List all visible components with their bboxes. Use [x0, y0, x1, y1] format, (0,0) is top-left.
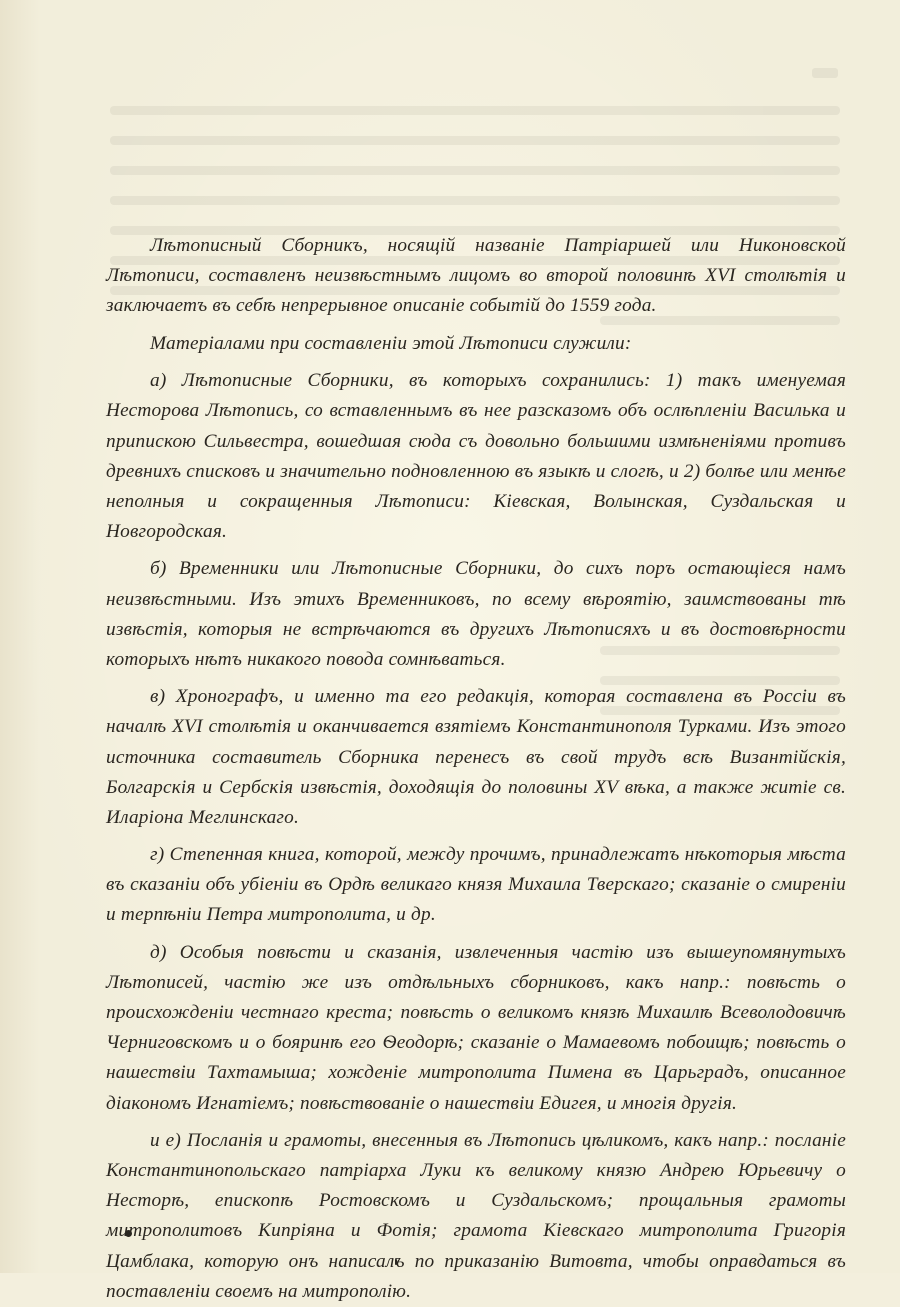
paragraph-intro: Лѣтописный Сборникъ, носящій названіе Патріаршей или Никоновской Лѣтописи, составленъ неизвѣстнымъ лицомъ во второй половинѣ XVI столѣтія и заключаетъ въ себѣ непрерывное описаніе событій до 1559 года.	[106, 235, 846, 317]
paragraph-materials-heading: Матеріалами при составленіи этой Лѣтописи служили:	[150, 332, 632, 354]
paragraph-item-a: а) Лѣтописные Сборники, въ которыхъ сохранились: 1) такъ именуемая Несторова Лѣтопись, со вставленнымъ въ нее разсказомъ объ ослѣпленіи Василька и припискою Сильвестра, вошедшая сюда съ довольно большими измѣненіями противъ древнихъ списковъ и значительно подновленною въ языкѣ и слогѣ, и 2) болѣе или менѣе неполныя и сокращенныя Лѣтописи: Кіевская, Волынская, Суздальская и Новгородская.	[106, 370, 846, 542]
paragraph-item-d: д) Особыя повѣсти и сказанія, извлеченныя частію изъ вышеупомянутыхъ Лѣтописей, частію же изъ отдѣльныхъ сборниковъ, какъ напр.: повѣсть о происхожденіи честнаго креста; повѣсть о великомъ князѣ Михаилѣ Всеволодовичѣ Черниговскомъ и о бояринѣ его Ѳеодорѣ; сказаніе о Мамаевомъ побоищѣ; повѣсть о нашествіи Тахтамыша; хожденіе митрополита Пимена въ Царьградъ, описанное діакономъ Игнатіемъ; повѣствованіе о нашествіи Едигея, и многія другія.	[106, 942, 846, 1114]
paragraph-item-b: б) Временники или Лѣтописные Сборники, до сихъ поръ остающіеся намъ неизвѣстными. Изъ этихъ Временниковъ, по всему вѣроятію, заимствованы тѣ извѣстія, которыя не встрѣчаются въ другихъ Лѣтописяхъ и въ достовѣрности которыхъ нѣтъ никакого повода сомнѣваться.	[106, 558, 846, 670]
paragraph-item-g: г) Степенная книга, которой, между прочимъ, принадлежатъ нѣкоторыя мѣста въ сказаніи объ убіеніи въ Ордѣ великаго князя Михаила Тверскаго; сказаніе о смиреніи и терпѣніи Петра митрополита, и др.	[106, 844, 846, 926]
paragraph-item-e: и е) Посланія и грамоты, внесенныя въ Лѣтопись цѣликомъ, какъ напр.: посланіе Константинопольскаго патріарха Луки къ великому князю Андрею Юрьевичу о Несторѣ, епископѣ Ростовскомъ и Суздальскомъ; прощальныя грамоты митрополитовъ Кипріяна и Фотія; грамота Кіевскаго митрополита Григорія Цамблака, которую онъ написалъ по приказанію Витовта, чтобы оправдаться въ поставленіи своемъ на митрополію.	[106, 1130, 846, 1302]
document-body	[106, 231, 846, 1307]
paragraph-item-v: в) Хронографъ, и именно та его редакція, которая составлена въ Россіи въ началѣ XVI столѣтія и оканчивается взятіемъ Константинополя Турками. Изъ этого источника составитель Сборника перенесъ въ свой трудъ всѣ Византійскія, Болгарскія и Сербскія извѣстія, доходящія до половины XV вѣка, а также житіе св. Иларіона Меглинскаго.	[106, 686, 846, 828]
